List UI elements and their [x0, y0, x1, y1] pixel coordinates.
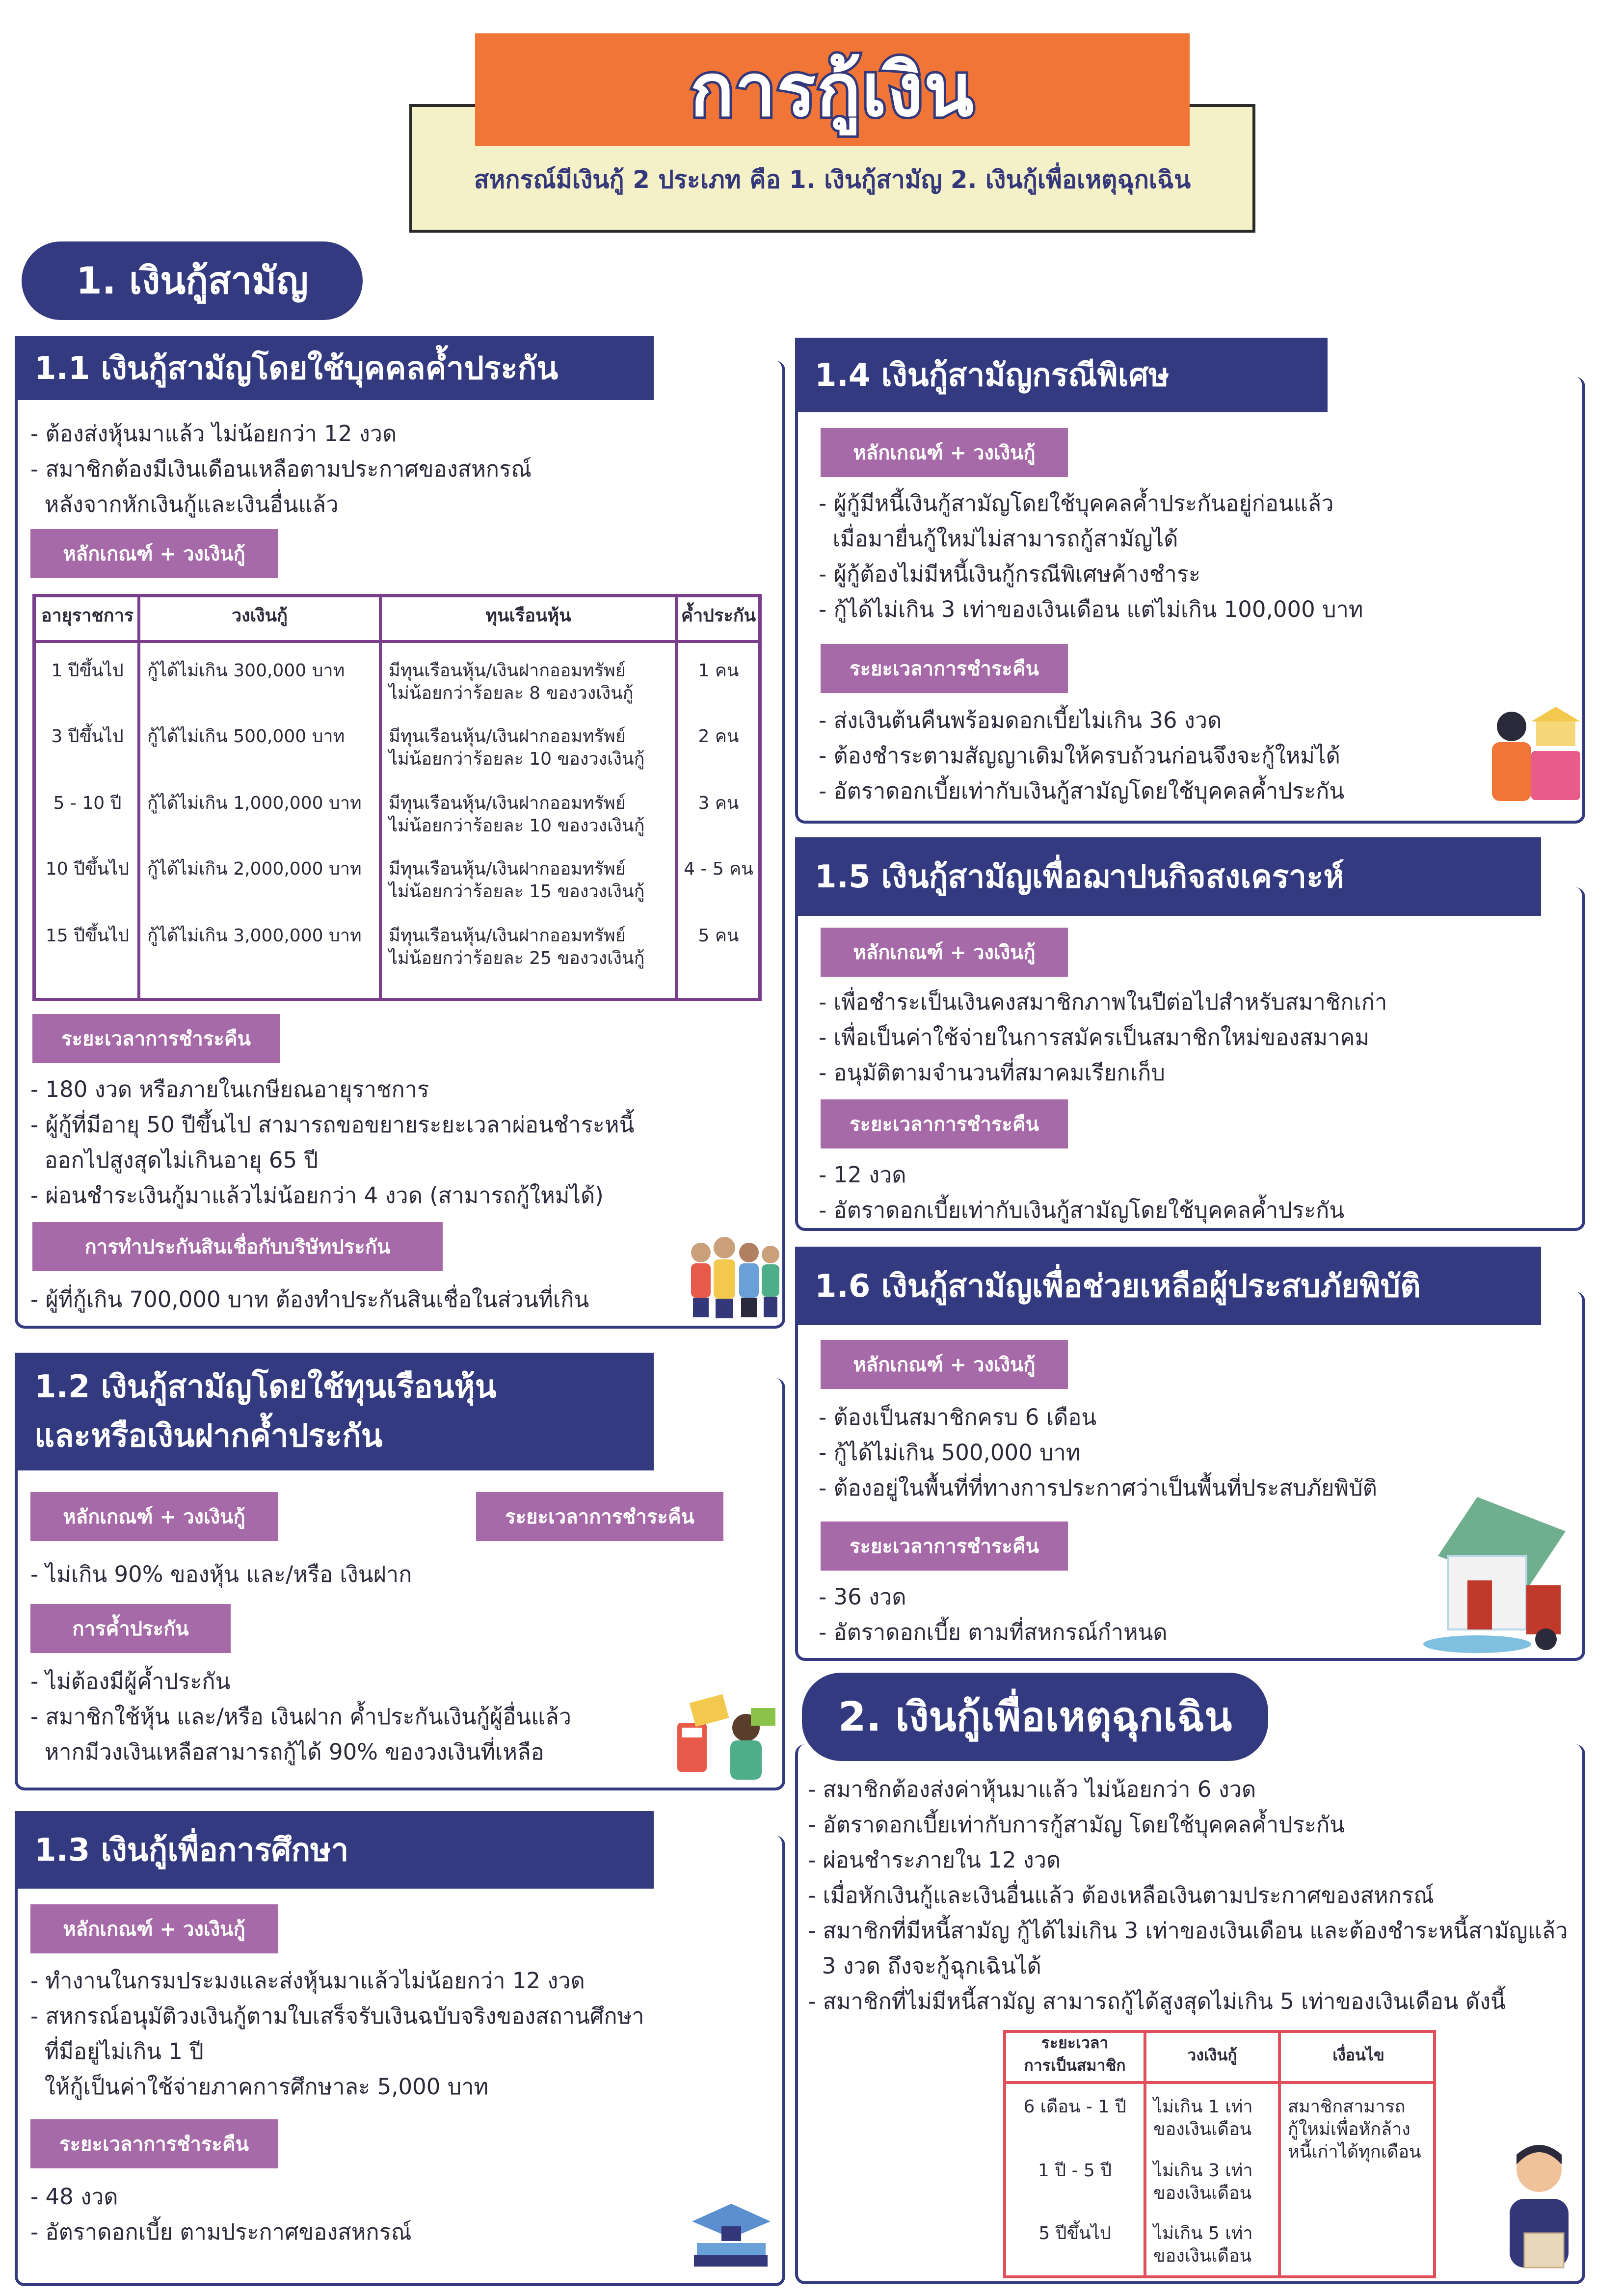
table-cell: ไม่น้อยกว่าร้อยละ 10 ของวงเงินกู้: [389, 749, 645, 769]
tag-repay-1-2: ระยะเวลาการชำระคืน: [476, 1492, 723, 1541]
subtitle-text: สหกรณ์มีเงินกู้ 2 ประเภท คือ 1. เงินกู้สามัญ 2. เงินกู้เพื่อเหตุฉุกเฉิน: [474, 165, 1191, 194]
tag-repay-1-5: ระยะเวลาการชำระคืน: [821, 1099, 1068, 1148]
repay-line: - 12 งวด: [819, 1162, 906, 1188]
repay-1-1: [30, 1072, 634, 1213]
guarantee-line: - ไม่ต้องมีผู้ค้ำประกัน: [30, 1668, 231, 1694]
table-cell: มีทุนเรือนหุ้น/เงินฝากออมทรัพย์: [389, 926, 626, 946]
criteria-line: ที่มีอยู่ไม่เกิน 1 ปี: [30, 2038, 204, 2064]
man-with-document-icon: [1495, 2135, 1588, 2282]
table-cell: 15 ปีขึ้นไป: [45, 926, 130, 946]
guarantee-1-2: [30, 1664, 571, 1770]
heading-1-5: 1.5 เงินกู้สามัญเพื่อฌาปนกิจสงเคราะห์: [795, 837, 1541, 916]
repay-1-6: [819, 1579, 1168, 1650]
section2-line: - อัตราดอกเบี้ยเท่ากับการกู้สามัญ โดยใช้บุคคลค้ำประกัน: [808, 1812, 1345, 1838]
criteria-1-4: [819, 486, 1363, 627]
heading-1-2: [15, 1353, 654, 1470]
table-cell: กู้ได้ไม่เกิน 2,000,000 บาท: [147, 859, 362, 879]
table-divider: [32, 640, 762, 643]
repay-line: - ส่งเงินต้นคืนพร้อมดอกเบี้ยไม่เกิน 36 งวด: [819, 707, 1222, 733]
tag-criteria-1-2: หลักเกณฑ์ + วงเงินกู้: [30, 1492, 278, 1541]
intro-line: - ต้องส่งหุ้นมาแล้ว ไม่น้อยกว่า 12 งวด: [30, 421, 397, 447]
graduation-books-icon: [687, 2194, 775, 2277]
table-cell: 4 - 5 คน: [684, 859, 753, 879]
repay-line: - อัตราดอกเบี้ยเท่ากับเงินกู้สามัญโดยใช้บุคคลค้ำประกัน: [819, 778, 1345, 804]
table-divider: [1144, 2030, 1146, 2278]
tag-criteria-1-5: หลักเกณฑ์ + วงเงินกู้: [821, 928, 1068, 977]
table-cell: ของเงินเดือน: [1153, 2119, 1252, 2139]
section2-line: - สมาชิกที่มีหนี้สามัญ กู้ได้ไม่เกิน 3 เท่าของเงินเดือน และต้องชำระหนี้สามัญแล้ว: [808, 1918, 1568, 1944]
table-cell: 5 - 10 ปี: [53, 793, 122, 813]
table-cell: มีทุนเรือนหุ้น/เงินฝากออมทรัพย์: [389, 793, 626, 813]
table-cell: 1 คน: [698, 661, 739, 681]
criteria-line: - ไม่เกิน 90% ของหุ้น และ/หรือ เงินฝาก: [30, 1561, 412, 1587]
criteria-line: - ผู้กู้ต้องไม่มีหนี้เงินกู้กรณีพิเศษค้างชำระ: [819, 561, 1201, 587]
table-cell: กู้ใหม่เพื่อหักล้าง: [1288, 2119, 1410, 2139]
tag-insurance-1-1: การทำประกันสินเชื่อกับบริษัทประกัน: [32, 1222, 443, 1271]
table-cell: กู้ได้ไม่เกิน 500,000 บาท: [147, 726, 345, 747]
criteria-line: ให้กู้เป็นค่าใช้จ่ายภาคการศึกษาละ 5,000 บาท: [30, 2074, 489, 2100]
heading-1-6: 1.6 เงินกู้สามัญเพื่อช่วยเหลือผู้ประสบภัยพิบัติ: [795, 1247, 1541, 1325]
criteria-line: - กู้ได้ไม่เกิน 500,000 บาท: [819, 1440, 1081, 1466]
table-cell: 5 คน: [698, 926, 739, 946]
tag-criteria-1-4: หลักเกณฑ์ + วงเงินกู้: [821, 428, 1068, 477]
table-cell: ของเงินเดือน: [1153, 2183, 1252, 2203]
repay-line: - ต้องชำระตามสัญญาเดิมให้ครบถ้วนก่อนจึงจะกู้ใหม่ได้: [819, 743, 1340, 769]
table-header: การเป็นสมาชิก: [1024, 2056, 1126, 2075]
criteria-line: - ผู้กู้มีหนี้เงินกู้สามัญโดยใช้บุคคลค้ำประกันอยู่ก่อนแล้ว: [819, 490, 1334, 516]
section1-heading: 1. เงินกู้สามัญ: [22, 241, 363, 320]
section2-lines: [808, 1772, 1568, 2019]
group-people-icon: [686, 1233, 784, 1321]
tag-criteria-1-3: หลักเกณฑ์ + วงเงินกู้: [30, 1904, 278, 1953]
repay-1-4: [819, 703, 1344, 809]
repay-line: - อัตราดอกเบี้ยเท่ากับเงินกู้สามัญโดยใช้บุคคลค้ำประกัน: [819, 1197, 1345, 1223]
section2-line: - ผ่อนชำระภายใน 12 งวด: [808, 1847, 1061, 1873]
repay-line: - ผู้กู้ที่มีอายุ 50 ปีขึ้นไป สามารถขอขยายระยะเวลาผ่อนชำระหนี้: [30, 1112, 635, 1138]
heading-1-2-line2: และหรือเงินฝากค้ำประกัน: [34, 1418, 383, 1454]
criteria-1-5: [819, 985, 1387, 1091]
criteria-1-2: [30, 1557, 412, 1592]
table-cell: ไม่น้อยกว่าร้อยละ 8 ของวงเงินกู้: [389, 683, 634, 703]
heading-1-3: 1.3 เงินกู้เพื่อการศึกษา: [15, 1811, 654, 1889]
intro-line: หลังจากหักเงินกู้และเงินอื่นแล้ว: [30, 491, 339, 517]
table-cell: มีทุนเรือนหุ้น/เงินฝากออมทรัพย์: [389, 726, 626, 747]
table-divider: [137, 594, 140, 1001]
criteria-line: - ต้องอยู่ในพื้นที่ที่ทางการประกาศว่าเป็นพื้นที่ประสบภัยพิบัติ: [819, 1475, 1377, 1501]
table-cell: หนี้เก่าได้ทุกเดือน: [1288, 2142, 1421, 2162]
guarantee-line: - สมาชิกใช้หุ้น และ/หรือ เงินฝาก ค้ำประกันเงินกู้ผู้อื่นแล้ว: [30, 1704, 571, 1730]
table-header: ทุนเรือนหุ้น: [485, 606, 571, 626]
table-cell: 5 ปีขึ้นไป: [1038, 2223, 1111, 2243]
table-divider: [1278, 2030, 1281, 2278]
criteria-line: - ทำงานในกรมประมงและส่งหุ้นมาแล้วไม่น้อยกว่า 12 งวด: [30, 1968, 585, 1994]
criteria-1-3: [30, 1963, 644, 2105]
repay-line: - อัตราดอกเบี้ย ตามที่สหกรณ์กำหนด: [819, 1619, 1168, 1645]
repay-line: - 180 งวด หรือภายในเกษียณอายุราชการ: [30, 1076, 429, 1102]
table-cell: 3 คน: [698, 793, 739, 813]
table-cell: 1 ปีขึ้นไป: [51, 661, 124, 681]
table-cell: ไม่น้อยกว่าร้อยละ 15 ของวงเงินกู้: [389, 881, 645, 902]
tag-criteria-1-6: หลักเกณฑ์ + วงเงินกู้: [821, 1340, 1068, 1389]
table-header: ระยะเวลา: [1041, 2033, 1109, 2052]
table-header: อายุราชการ: [41, 606, 134, 626]
table-cell: กู้ได้ไม่เกิน 300,000 บาท: [147, 661, 345, 681]
section2-line: - สมาชิกที่ไม่มีหนี้สามัญ สามารถกู้ได้สูงสุดไม่เกิน 5 เท่าของเงินเดือน ดังนี้: [808, 1988, 1506, 2014]
tag-repay-1-4: ระยะเวลาการชำระคืน: [821, 644, 1068, 693]
tag-repay-1-3: ระยะเวลาการชำระคืน: [30, 2119, 278, 2168]
table-cell: 3 ปีขึ้นไป: [51, 726, 124, 747]
section2-line: 3 งวด ถึงจะกู้ฉุกเฉินได้: [808, 1953, 1041, 1979]
guarantee-line: หากมีวงเงินเหลือสามารถกู้ได้ 90% ของวงเงินที่เหลือ: [30, 1739, 544, 1765]
criteria-line: - เพื่อชำระเป็นเงินคงสมาชิกภาพในปีต่อไปสำหรับสมาชิกเก่า: [819, 989, 1387, 1015]
intro-line: - สมาชิกต้องมีเงินเดือนเหลือตามประกาศของสหกรณ์: [30, 456, 532, 482]
table-cell: ไม่น้อยกว่าร้อยละ 25 ของวงเงินกู้: [389, 948, 645, 968]
repay-line: - 36 งวด: [819, 1584, 906, 1610]
table-header: เงื่อนไข: [1332, 2046, 1384, 2064]
table-cell: สมาชิกสามารถ: [1288, 2097, 1406, 2117]
criteria-1-6: [819, 1400, 1377, 1506]
repay-line: - อัตราดอกเบี้ย ตามประกาศของสหกรณ์: [30, 2219, 412, 2245]
table-cell: 6 เดือน - 1 ปี: [1023, 2097, 1126, 2117]
table-cell: ไม่เกิน 1 เท่า: [1153, 2097, 1253, 2117]
table-cell: มีทุนเรือนหุ้น/เงินฝากออมทรัพย์: [389, 661, 626, 681]
criteria-line: เมื่อมายื่นกู้ใหม่ไม่สามารถกู้สามัญได้: [819, 526, 1178, 552]
table-cell: ของเงินเดือน: [1153, 2246, 1252, 2266]
table-cell: กู้ได้ไม่เกิน 1,000,000 บาท: [147, 793, 362, 813]
page-title: การกู้เงิน: [690, 48, 975, 133]
insurance-line: - ผู้ที่กู้เกิน 700,000 บาท ต้องทำประกันสินเชื่อในส่วนที่เกิน: [30, 1286, 589, 1312]
table-divider: [379, 594, 382, 1001]
table-cell: 2 คน: [698, 726, 739, 747]
calculator-money-icon: [672, 1693, 780, 1787]
table-header: วงเงินกู้: [1187, 2046, 1237, 2064]
repay-line: - ผ่อนชำระเงินกู้มาแล้วไม่น้อยกว่า 4 งวด (สามารถกู้ใหม่ได้): [30, 1182, 604, 1208]
criteria-line: - กู้ได้ไม่เกิน 3 เท่าของเงินเดือน แต่ไม่เกิน 100,000 บาท: [819, 596, 1363, 622]
heading-1-4: 1.4 เงินกู้สามัญกรณีพิเศษ: [795, 338, 1328, 412]
intro-1-1: [30, 416, 532, 522]
table-header: ค้ำประกัน: [681, 606, 756, 626]
repay-1-5: [819, 1157, 1344, 1228]
tag-guarantee-1-2: การค้ำประกัน: [30, 1604, 231, 1653]
repay-1-3: [30, 2179, 412, 2250]
section2-line: - เมื่อหักเงินกู้และเงินอื่นแล้ว ต้องเหลือเงินตามประกาศของสหกรณ์: [808, 1882, 1434, 1908]
table-cell: มีทุนเรือนหุ้น/เงินฝากออมทรัพย์: [389, 859, 626, 879]
table-cell: ไม่เกิน 3 เท่า: [1153, 2161, 1253, 2181]
table-cell: 1 ปี - 5 ปี: [1038, 2161, 1112, 2181]
criteria-line: - เพื่อเป็นค่าใช้จ่ายในการสมัครเป็นสมาชิกใหม่ของสมาคม: [819, 1024, 1370, 1050]
disaster-house-icon: [1418, 1492, 1580, 1659]
heading-1-1: 1.1 เงินกู้สามัญโดยใช้บุคคลค้ำประกัน: [15, 336, 654, 400]
table-divider: [1003, 2081, 1436, 2084]
section2-line: - สมาชิกต้องส่งค่าหุ้นมาแล้ว ไม่น้อยกว่า 6 งวด: [808, 1776, 1256, 1802]
tag-repay-1-1: ระยะเวลาการชำระคืน: [32, 1014, 280, 1063]
table-cell: ไม่น้อยกว่าร้อยละ 10 ของวงเงินกู้: [389, 816, 645, 836]
criteria-line: - สหกรณ์อนุมัติวงเงินกู้ตามใบเสร็จรับเงินฉบับจริงของสถานศึกษา: [30, 2003, 644, 2029]
repay-line: ออกไปสูงสุดไม่เกินอายุ 65 ปี: [30, 1147, 319, 1173]
heading-1-2-line1: 1.2 เงินกู้สามัญโดยใช้ทุนเรือนหุ้น: [34, 1369, 497, 1405]
tag-criteria-1-1: หลักเกณฑ์ + วงเงินกู้: [30, 529, 278, 578]
table-cell: 10 ปีขึ้นไป: [45, 859, 130, 879]
section2-heading: 2. เงินกู้เพื่อเหตุฉุกเฉิน: [802, 1673, 1268, 1761]
table-header: วงเงินกู้: [231, 606, 288, 626]
bank-loan-icon: [1472, 697, 1590, 815]
insurance-1-1: [30, 1282, 589, 1317]
tag-repay-1-6: ระยะเวลาการชำระคืน: [821, 1522, 1068, 1571]
repay-line: - 48 งวด: [30, 2184, 118, 2210]
table-cell: ไม่เกิน 5 เท่า: [1153, 2223, 1253, 2243]
criteria-line: - อนุมัติตามจำนวนที่สมาคมเรียกเก็บ: [819, 1060, 1165, 1086]
table-cell: กู้ได้ไม่เกิน 3,000,000 บาท: [147, 926, 362, 946]
criteria-line: - ต้องเป็นสมาชิกครบ 6 เดือน: [819, 1404, 1097, 1430]
